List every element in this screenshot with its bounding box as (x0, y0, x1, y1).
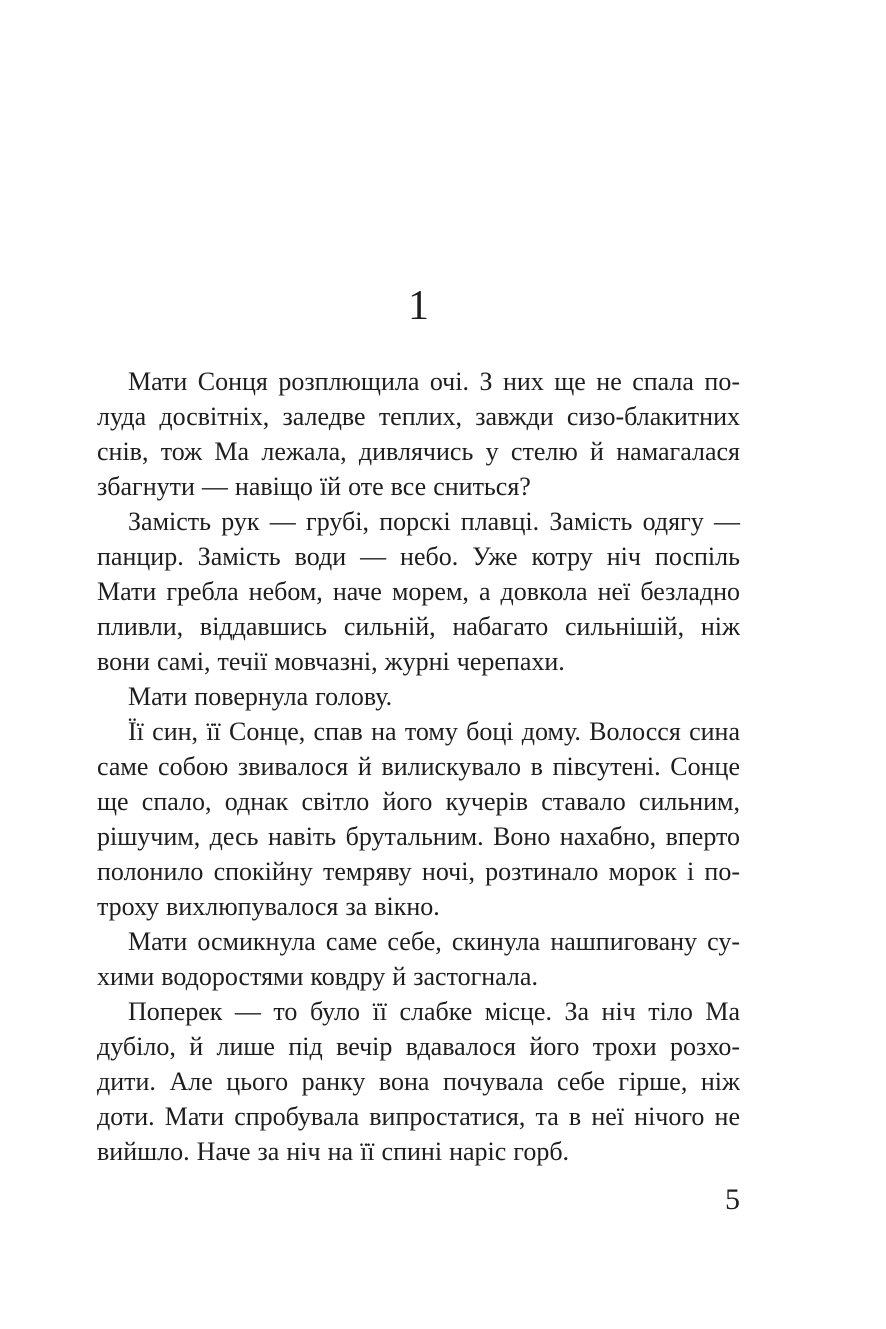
text-line: саме собою звивалося й вилискувало в півсутені. Сонце (97, 752, 740, 781)
text-line: дити. Але цього ранку вона почувала себе гірше, ніж (97, 1067, 740, 1096)
text-line: рішучим, десь навіть брутальним. Воно нахабно, вперто (97, 822, 740, 851)
text-line: дубіло, й лише під вечір вдавалося його трохи розхо- (97, 1032, 740, 1061)
text-line: полонило спокійну темряву ночі, розтинало морок і по- (97, 857, 740, 886)
text-line: збагнути — навіщо їй оте все сниться? (97, 472, 531, 501)
paragraph (97, 679, 740, 714)
paragraph (97, 924, 740, 994)
text-line: Замість рук — грубі, порскі плавці. Замість одягу — (128, 507, 740, 536)
text-line: ще спало, однак світло його кучерів ставало сильним, (97, 787, 740, 816)
text-line: хими водоростями ковдру й застогнала. (97, 962, 538, 991)
text-line: луда досвітніх, заледве теплих, завжди сизо-блакитних (97, 402, 740, 431)
text-line: панцир. Замість води — небо. Уже котру ніч поспіль (97, 542, 740, 571)
text-line: Поперек — то було її слабке місце. За ніч тіло Ма (128, 997, 740, 1026)
paragraph (97, 994, 740, 1169)
text-line: Мати гребла небом, наче морем, а довкола неї безладно (97, 577, 740, 606)
text-line: Її син, її Сонце, спав на тому боці дому. Волосся сина (128, 717, 740, 746)
paragraph (97, 364, 740, 504)
page-number: 5 (725, 1183, 740, 1216)
text-line: пливли, віддавшись сильній, набагато сильнішій, ніж (97, 612, 740, 641)
text-block (97, 364, 740, 1169)
text-line: снів, тож Ма лежала, дивлячись у стелю й намагалася (97, 437, 740, 466)
text-line: Мати повернула голову. (128, 682, 393, 711)
text-line: вони самі, течії мовчазні, журні черепахи. (97, 647, 565, 676)
paragraph (97, 504, 740, 679)
text-line: Мати осмикнула саме себе, скинула нашпиговану су- (128, 927, 740, 956)
text-line: вийшло. Наче за ніч на її спині наріс горб. (97, 1137, 570, 1166)
chapter-number: 1 (408, 283, 429, 329)
text-line: троху вихлюпувалося за вікно. (97, 892, 440, 921)
text-line: доти. Мати спробувала випростатися, та в неї нічого не (97, 1102, 740, 1131)
paragraph (97, 714, 740, 924)
text-line: Мати Сонця розплющила очі. З них ще не спала по- (128, 367, 740, 396)
